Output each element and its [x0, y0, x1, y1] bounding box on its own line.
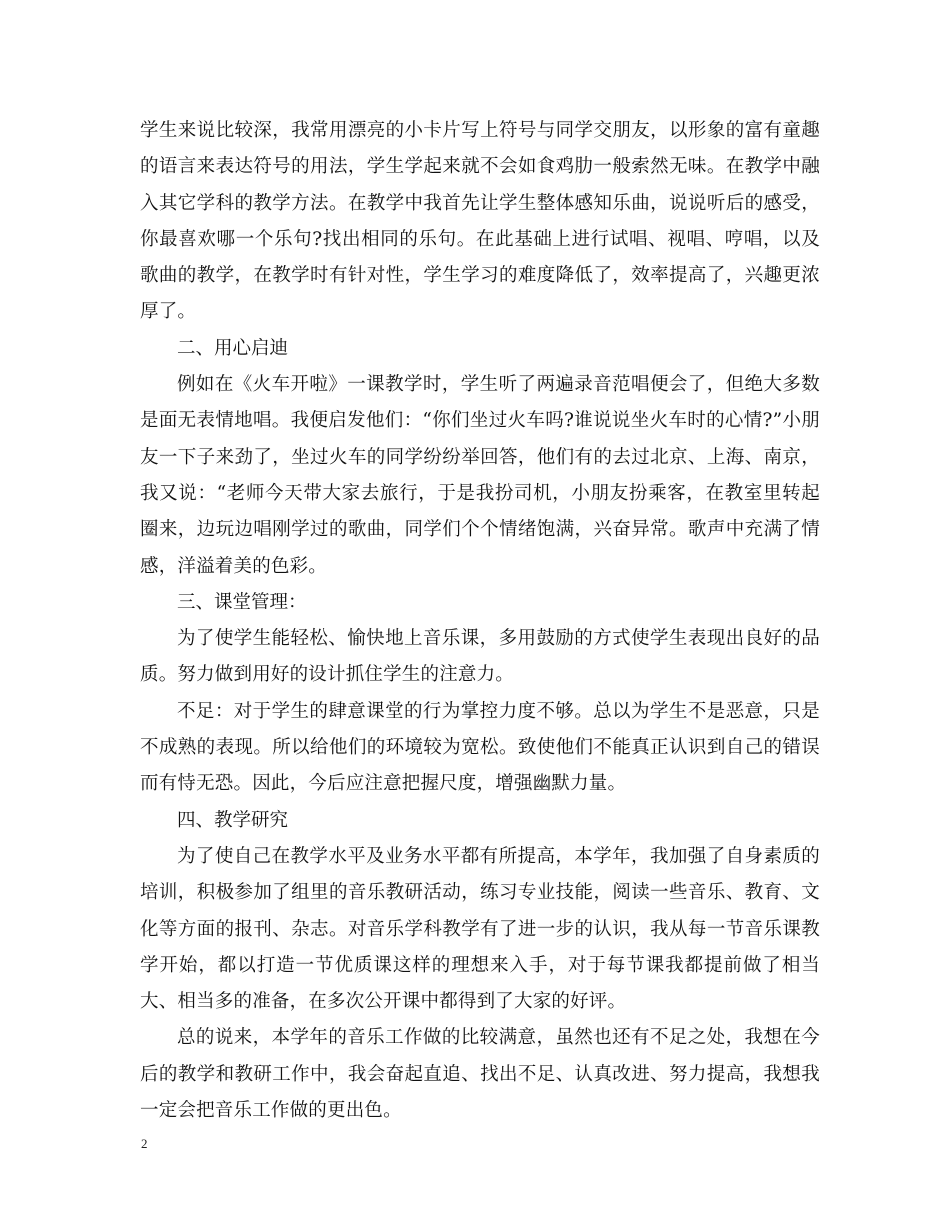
paragraph-research: 为了使自己在教学水平及业务水平都有所提高，本学年，我加强了自身素质的培训，积极参加了组里的音乐教研活动，练习专业技能，阅读一些音乐、教育、文化等方面的报刊、杂志。对音乐学科教学有了进一步的认识，我从每一节音乐课教学开始，都以打造一节优质课这样的理想来入手，对于每节课我都提前做了相当大、相当多的准备，在多次公开课中都得到了大家的好评。 — [140, 845, 820, 1013]
paragraph-continuation: 学生来说比较深，我常用漂亮的小卡片写上符号与同学交朋友，以形象的富有童趣的语言来表达符号的用法，学生学起来就不会如食鸡肋一般索然无味。在教学中融入其它学科的教学方法。在教学中我首先让学生整体感知乐曲，说说听后的感受，你最喜欢哪一个乐句?找出相同的乐句。在此基础上进行试唱、视唱、哼唱，以及歌曲的教学，在教学时有针对性，学生学习的难度降低了，效率提高了，兴趣更浓厚了。 — [140, 120, 820, 323]
paragraph-example: 例如在《火车开啦》一课教学时，学生听了两遍录音范唱便会了，但绝大多数是面无表情地唱。我便启发他们：“你们坐过火车吗?谁说说坐火车时的心情?”小朋友一下子来劲了，坐过火车的同学纷纷举回答，他们有的去过北京、上海、南京，我又说：“老师今天带大家去旅行，于是我扮司机，小朋友扮乘客，在教室里转起圈来，边玩边唱刚学过的歌曲，同学们个个情绪饱满，兴奋异常。歌声中充满了情感，洋溢着美的色彩。 — [140, 374, 820, 577]
document-body — [140, 113, 820, 1129]
paragraph-shortcomings: 不足：对于学生的肆意课堂的行为掌控力度不够。总以为学生不是恶意，只是不成熟的表现。所以给他们的环境较为宽松。致使他们不能真正认识到自己的错误而有恃无恐。因此，今后应注意把握尺度，增强幽默力量。 — [140, 700, 820, 795]
page-number: 2 — [141, 1136, 148, 1151]
paragraph-summary: 总的说来，本学年的音乐工作做的比较满意，虽然也还有不足之处，我想在今后的教学和教研工作中，我会奋起直追、找出不足、认真改进、努力提高，我想我一定会把音乐工作做的更出色。 — [140, 1027, 820, 1122]
section-heading-2: 二、用心启迪 — [177, 337, 289, 359]
section-heading-4: 四、教学研究 — [177, 809, 289, 831]
paragraph-classroom: 为了使学生能轻松、愉快地上音乐课，多用鼓励的方式使学生表现出良好的品质。努力做到用好的设计抓住学生的注意力。 — [140, 628, 820, 686]
section-heading-3: 三、课堂管理： — [177, 591, 307, 613]
